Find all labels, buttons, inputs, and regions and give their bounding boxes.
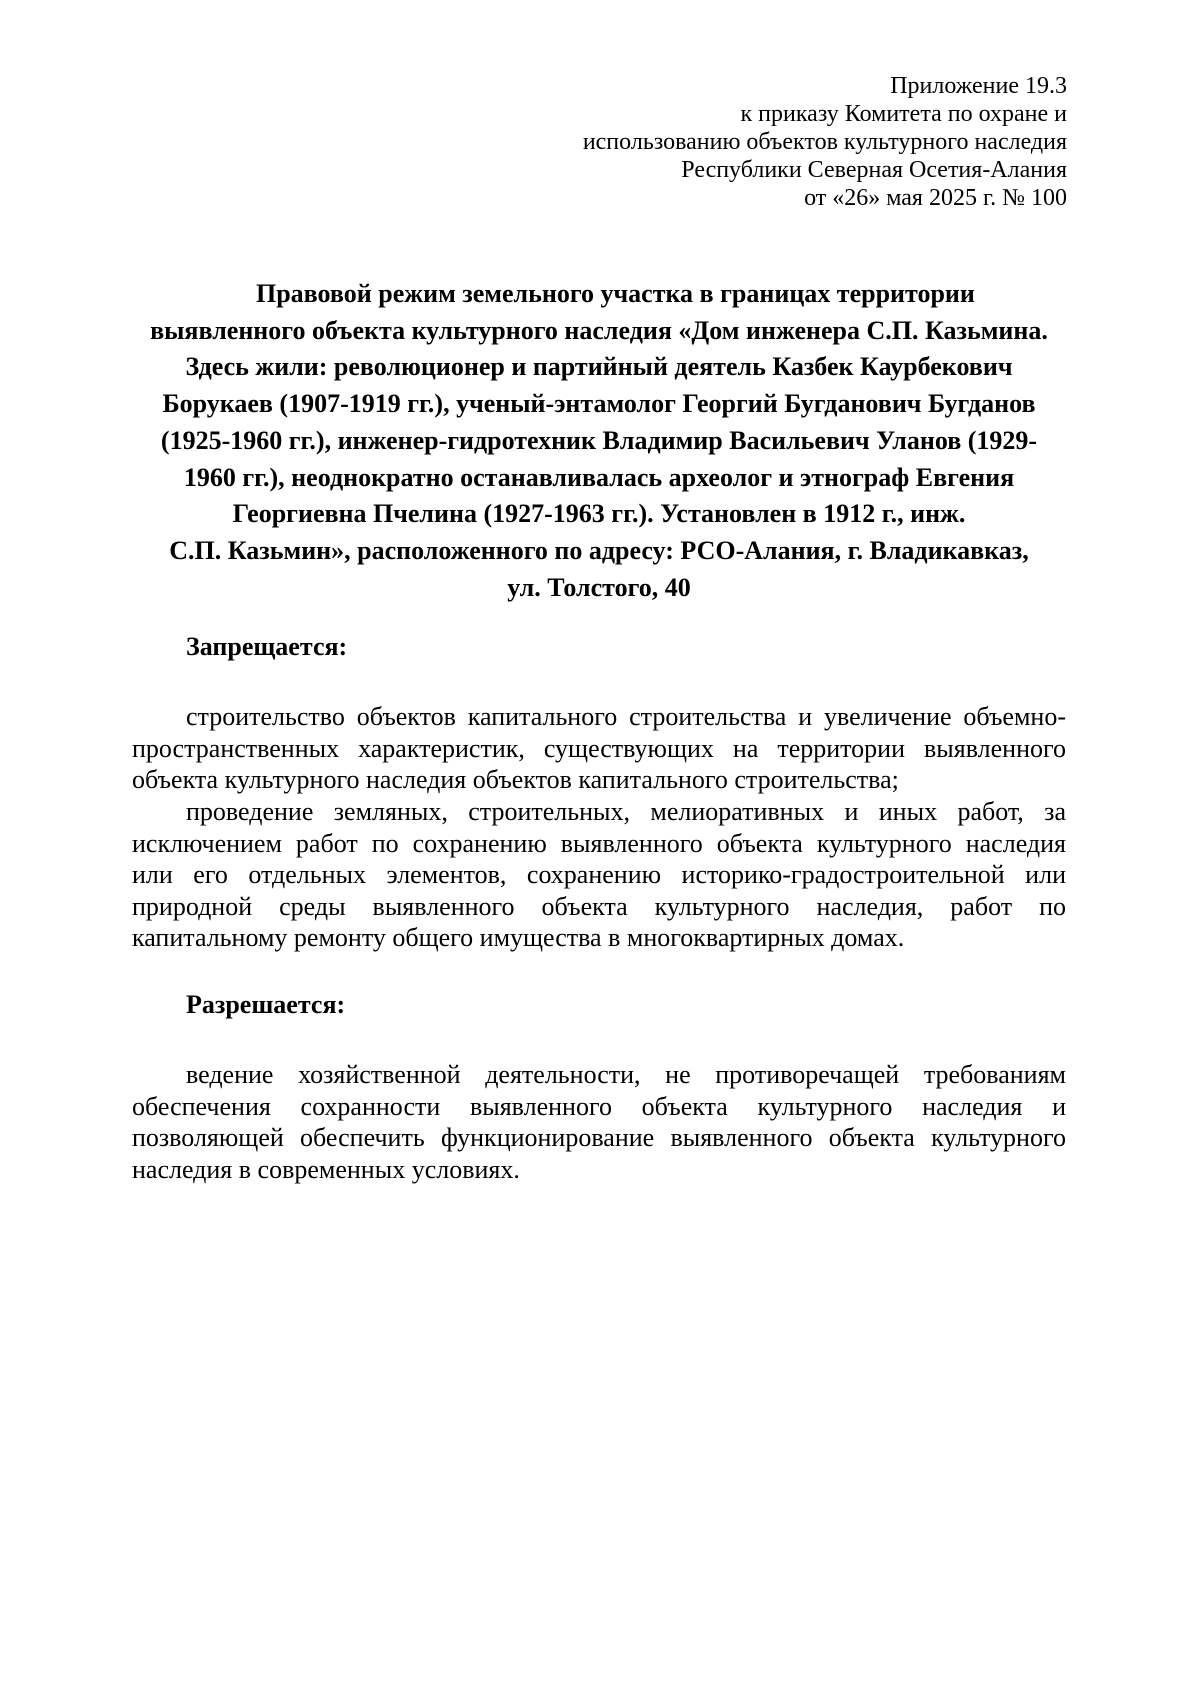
title-line: (1925-1960 гг.), инженер-гидротехник Владимир Васильевич Уланов (1929- — [160, 425, 1038, 455]
prohibited-paragraph-2 — [132, 796, 1066, 954]
appendix-line: от «26» мая 2025 г. № 100 — [804, 185, 1067, 211]
paragraph-line: объекта культурного наследия объектов капитального строительства; — [132, 765, 899, 795]
appendix-line: Приложение 19.3 — [890, 73, 1067, 99]
appendix-header — [467, 72, 1067, 212]
paragraph-line: строительство объектов капитального строительства и увеличение объемно- — [186, 702, 1066, 731]
allowed-heading: Разрешается: — [186, 990, 346, 1019]
allowed-paragraph-1 — [132, 1059, 1066, 1185]
appendix-line: Республики Северная Осетия-Алания — [681, 157, 1067, 183]
paragraph-line: капитальному ремонту общего имущества в многоквартирных домах. — [132, 923, 905, 953]
title-line: выявленного объекта культурного наследия «Дом инженера С.П. Казьмина. — [150, 315, 1048, 345]
prohibited-paragraph-1 — [132, 701, 1066, 796]
title-line: Георгиевна Пчелина (1927-1963 гг.). Установлен в 1912 г., инж. — [232, 499, 966, 529]
paragraph-line: позволяющей обеспечить функционирование выявленного объекта культурного — [132, 1123, 1066, 1153]
appendix-line: использованию объектов культурного наследия — [582, 129, 1067, 155]
paragraph-line: наследия в современных условиях. — [132, 1154, 520, 1184]
appendix-line: к приказу Комитета по охране и — [740, 101, 1067, 127]
paragraph-line: или его отдельных элементов, сохранению историко-градостроительной или — [132, 860, 1066, 890]
paragraph-line: исключением работ по сохранению выявленного объекта культурного наследия — [132, 828, 1066, 858]
paragraph-line: природной среды выявленного объекта культурного наследия, работ по — [132, 891, 1066, 921]
title-line: Борукаев (1907-1919 гг.), ученый-энтамолог Георгий Бугданович Бугданов — [162, 389, 1036, 419]
document-title — [132, 276, 1066, 606]
title-line: Здесь жили: революционер и партийный деятель Казбек Каурбекович — [185, 352, 1013, 382]
prohibited-heading: Запрещается: — [186, 632, 348, 661]
paragraph-line: проведение земляных, строительных, мелиоративных и иных работ, за — [186, 797, 1066, 826]
title-line: С.П. Казьмин», расположенного по адресу: РСО-Алания, г. Владикавказ, — [169, 535, 1029, 565]
paragraph-line: ведение хозяйственной деятельности, не противоречащей требованиям — [186, 1060, 1066, 1089]
paragraph-line: обеспечения сохранности выявленного объекта культурного наследия и — [132, 1091, 1066, 1121]
title-line: 1960 гг.), неоднократно останавливалась археолог и этнограф Евгения — [183, 462, 1015, 492]
title-line: Правовой режим земельного участка в границах территории — [256, 279, 975, 308]
title-line: ул. Толстого, 40 — [507, 572, 691, 602]
paragraph-line: пространственных характеристик, существующих на территории выявленного — [132, 733, 1066, 763]
